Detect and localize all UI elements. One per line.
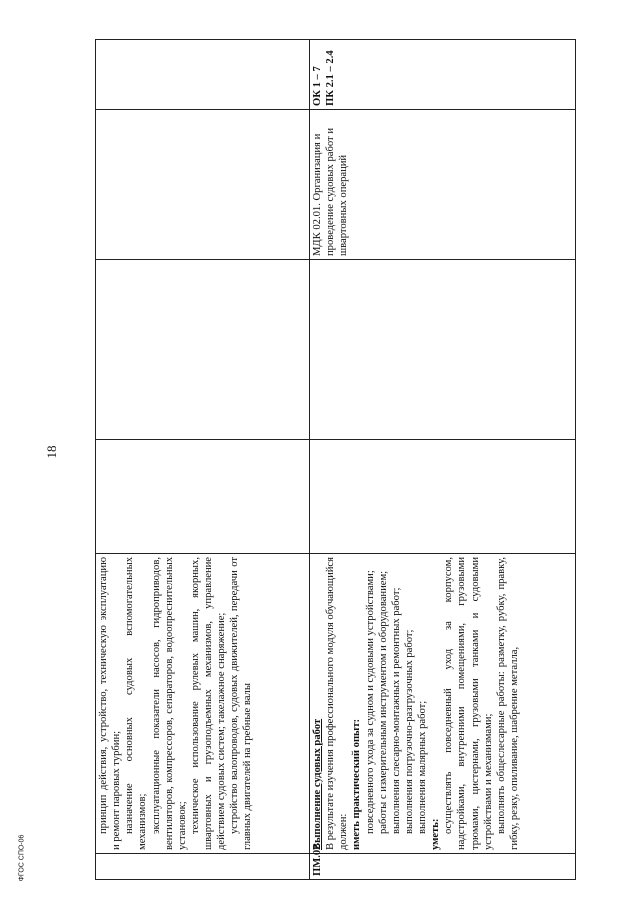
cell-empty [310,440,576,554]
list-item: выполнения слесарно-монтажных и ремонтных работ; [390,587,402,834]
text-line: эксплуатационные показатели насосов, гидроприводов, вентиляторов, компрессоров, сепараторов, водоопреснительных установок; [150,557,188,850]
text-line: устройство валопроводов, судовых движителей, передачи от главных двигателей на гребные валы [229,557,254,850]
module-code: ПМ.02 [310,854,576,880]
mdk-text: МДК 02.01. Организация и проведение судовых работ и швартовных операций [312,128,350,256]
list-item: повседневного ухода за судном и судовыми устройствами; [364,570,376,834]
module-intro: В результате изучения профессионального модуля обучающийся должен: [325,557,350,850]
text-line: принцип действия, устройство, техническую эксплуатацию и ремонт паровых турбин; [98,557,123,850]
cell-empty [96,110,310,260]
table-row [310,40,576,880]
standards-table [95,39,576,880]
competency-pk: ПК 2.1 – 2.4 [325,50,337,106]
cell-empty [96,260,310,440]
competencies-cell [310,40,576,110]
list-item: выполнять общеслесарные работы: разметку, рубку, правку, гибку, резку, опиливание, шабрение металла, [495,557,520,850]
list-item: выполнения малярных работ; [417,700,428,834]
cell-code-empty [96,854,310,880]
list-item: выполнения погрузочно-разгрузочных работ; [403,629,415,834]
experience-heading: иметь практический опыт: [351,718,363,850]
module-title: Выполнение судовых работ [312,718,323,850]
competency-ok: ОК 1 – 7 [312,66,323,106]
footer-label: ФГОС СПО-06 [18,834,26,882]
cell-content [96,554,310,854]
skills-heading: уметь: [430,818,442,850]
mdk-cell [310,110,576,260]
list-item: осуществлять повседневный уход за корпусом, надстройками, внутренними помещениями, грузовыми трюмами, цистернами, грузовыми танками и судовыми устройствами и механизмами; [443,557,494,850]
text-line: техническое использование рулевых машин, якорных, швартовных и грузоподъемных механизмов, управление действием судовых систем; такелажное снаряжение; [189,557,228,850]
cell-empty [310,260,576,440]
cell-empty [96,40,310,110]
standards-table-rotated [95,40,576,880]
list-item: работы с измерительным инструментом и оборудованием; [377,570,389,834]
cell-empty [96,440,310,554]
page-number: 18 [44,445,59,459]
table-row [96,40,310,880]
text-line: назначение основных судовых вспомогательных механизмов; [124,557,149,850]
cell-content [310,554,576,854]
